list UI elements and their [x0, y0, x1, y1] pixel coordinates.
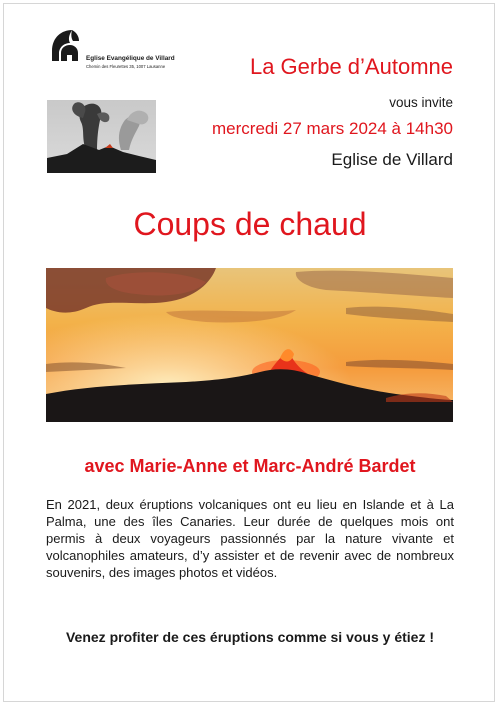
church-logo-icon — [48, 27, 82, 67]
org-address: Chemin des Fleurettes 35, 1007 Lausanne — [86, 64, 166, 69]
event-description: En 2021, deux éruptions volcaniques ont eu lieu en Islande et à La Palma, une des îles Canaries. Leur durée de quelques mois ont permis à deux voyageurs passionnés par la nature vivante et volcanophiles amateurs, d’y assister et de revenir avec de nombreux souvenirs, des images photos et vidéos. — [46, 497, 454, 580]
talk-headline: Coups de chaud — [133, 206, 367, 242]
volcano-smoke-photo — [47, 100, 156, 173]
speakers-line: avec Marie-Anne et Marc-André Bardet — [84, 456, 416, 476]
volcano-sunset-photo — [46, 268, 453, 422]
org-name: Eglise Evangélique de Villard — [86, 55, 175, 62]
event-title: La Gerbe d’Automne — [249, 54, 453, 79]
closing-invitation: Venez profiter de ces éruptions comme si vous y étiez ! — [65, 629, 434, 645]
invite-text: vous invite — [389, 95, 453, 110]
event-venue: Eglise de Villard — [331, 150, 453, 169]
event-datetime: mercredi 27 mars 2024 à 14h30 — [212, 119, 453, 138]
church-logo — [48, 27, 198, 71]
